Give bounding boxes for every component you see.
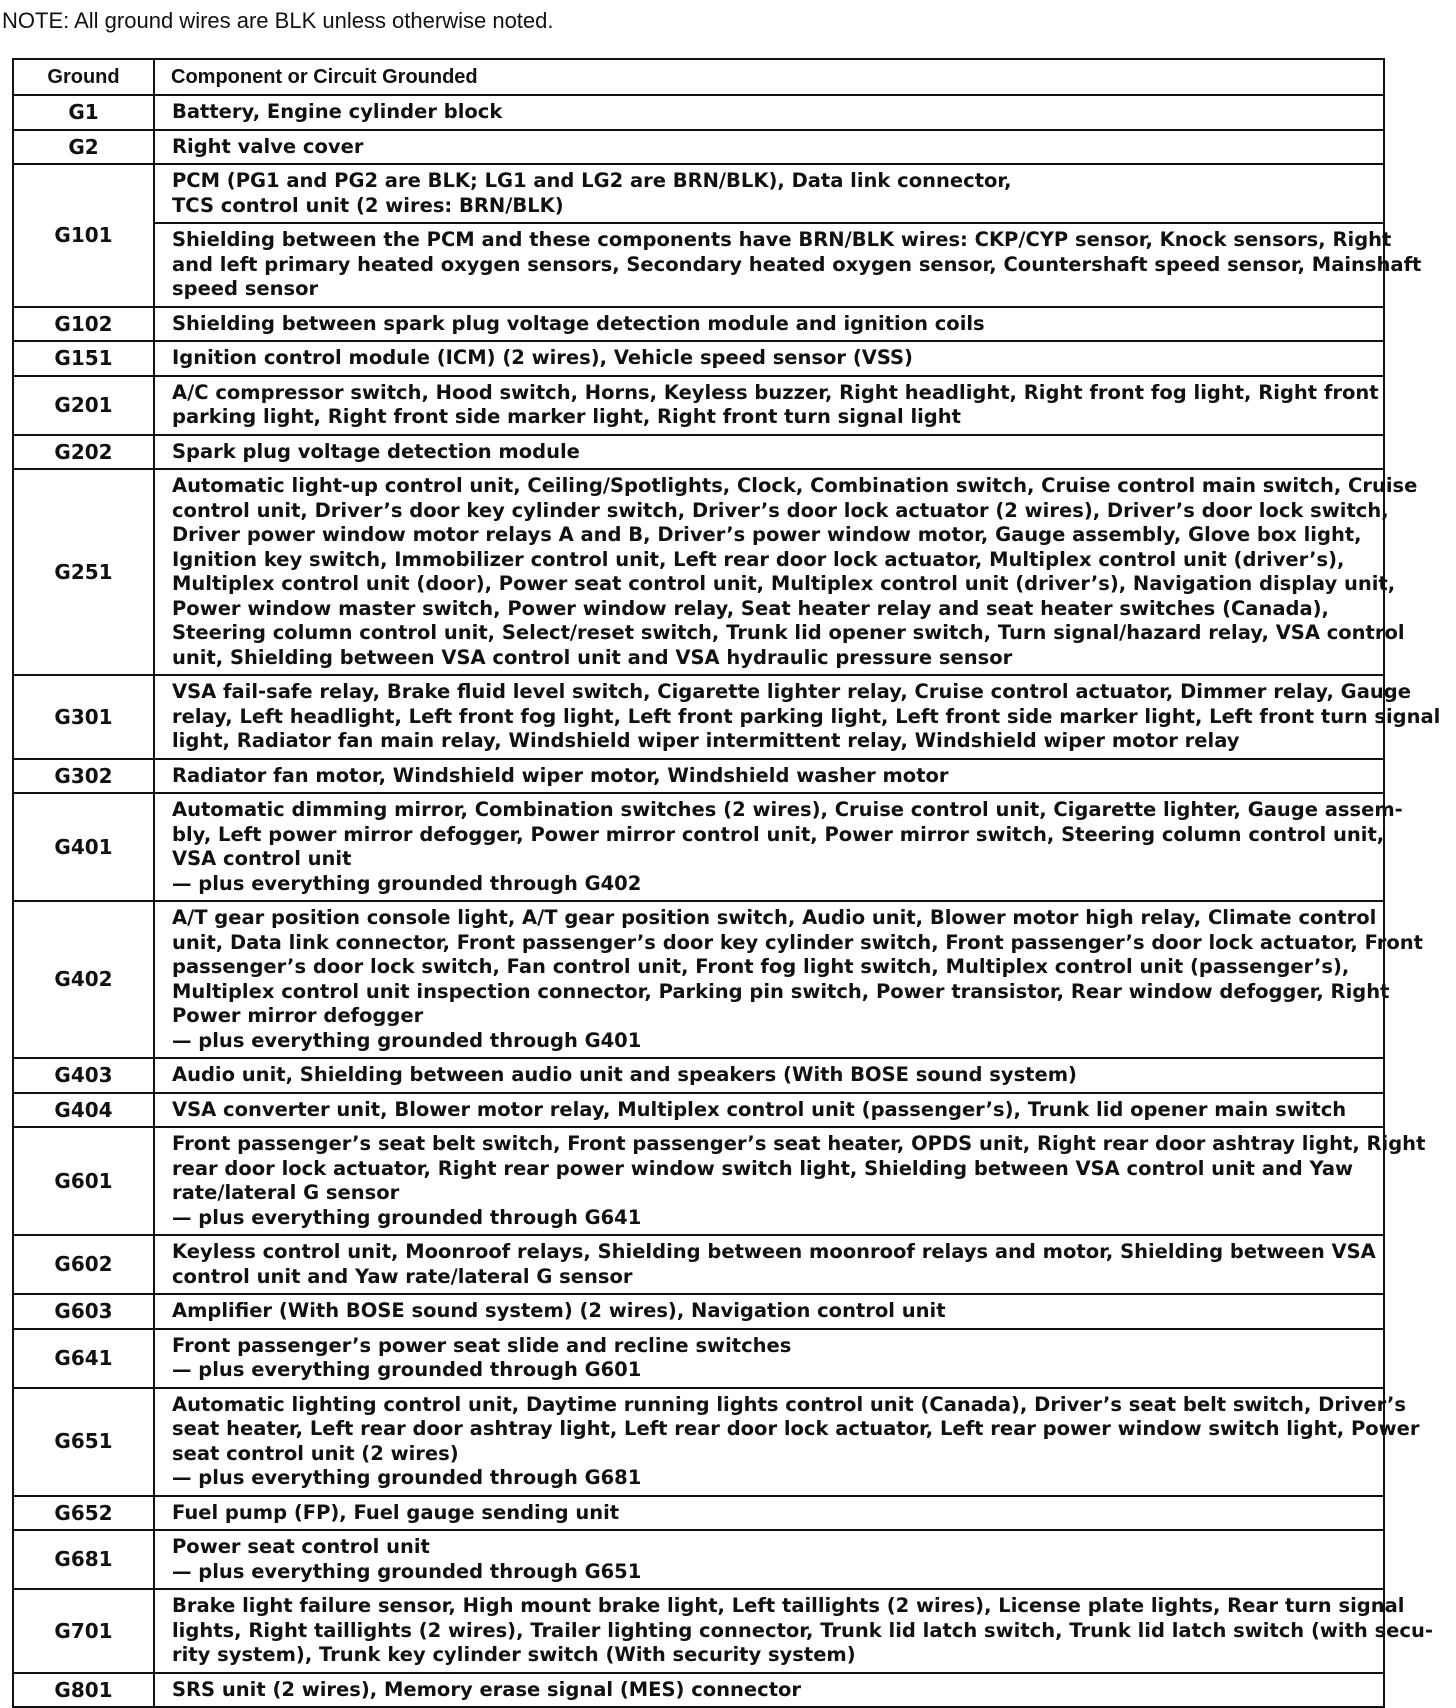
header-component: Component or Circuit Grounded — [154, 59, 1384, 95]
header-ground: Ground — [13, 59, 154, 95]
component-cell — [154, 1589, 1433, 1673]
text-line: Automatic lighting control unit, Daytime running lights control unit (Canada), Driver’s seat belt switch, Driver’s — [172, 1392, 1407, 1416]
ground-id-cell: G302 — [13, 759, 154, 794]
text-line: rate/lateral G sensor — [172, 1181, 400, 1204]
text-line: VSA control unit — [172, 847, 352, 870]
component-cell — [154, 1235, 1384, 1294]
component-cell — [154, 1058, 1384, 1093]
text-line: Ignition control module (ICM) (2 wires), Vehicle speed sensor (VSS) — [172, 346, 913, 369]
text-line: Shielding between spark plug voltage detection module and ignition coils — [172, 311, 985, 335]
text-line: — plus everything grounded through G401 — [172, 1028, 642, 1052]
text-line: Power window master switch, Power window relay, Seat heater relay and seat heater switches (Canada), — [172, 596, 1329, 620]
text-line: unit, Shielding between VSA control unit and VSA hydraulic pressure sensor — [172, 645, 1013, 669]
table-row — [13, 130, 1384, 165]
text-line: rear door lock actuator, Right rear power window switch light, Shielding between VSA control unit and Yaw — [172, 1156, 1354, 1180]
component-cell — [154, 223, 1422, 307]
ground-id-cell: G1 — [13, 95, 154, 130]
component-cell — [154, 675, 1441, 759]
component-cell — [154, 95, 1384, 130]
table-row — [13, 1589, 1384, 1673]
ground-id-cell: G251 — [13, 469, 154, 675]
text-line: Shielding between the PCM and these components have BRN/BLK wires: CKP/CYP sensor, Knock sensors, Right — [172, 228, 1392, 251]
table-row — [13, 1294, 1384, 1329]
component-cell — [154, 469, 1418, 675]
text-line: Amplifier (With BOSE sound system) (2 wires), Navigation control unit — [172, 1299, 946, 1322]
text-line: Right valve cover — [172, 134, 364, 158]
component-cell — [154, 1388, 1420, 1496]
text-line: VSA fail-safe relay, Brake fluid level switch, Cigarette lighter relay, Cruise control actuator, Dimmer relay, Gauge — [172, 680, 1411, 703]
table-row — [13, 376, 1384, 435]
text-line: SRS unit (2 wires), Memory erase signal (MES) connector — [172, 1677, 802, 1701]
component-cell — [154, 1093, 1384, 1128]
table-row — [13, 901, 1384, 1058]
component-cell — [154, 341, 1384, 376]
text-line: — plus everything grounded through G681 — [172, 1466, 642, 1489]
text-line: rity system), Trunk key cylinder switch (With security system) — [172, 1643, 856, 1666]
component-cell — [154, 435, 1384, 470]
text-line: A/C compressor switch, Hood switch, Horns, Keyless buzzer, Right headlight, Right front fog light, Right front — [172, 380, 1379, 404]
component-cell — [154, 1329, 1384, 1388]
table-row — [13, 1235, 1384, 1294]
table-row — [13, 1329, 1384, 1388]
component-cell — [154, 1127, 1426, 1235]
table-row — [13, 1496, 1384, 1531]
text-line: seat control unit (2 wires) — [172, 1441, 459, 1465]
ground-table — [12, 58, 1441, 1708]
text-line: Battery, Engine cylinder block — [172, 100, 503, 123]
text-line: — plus everything grounded through G402 — [172, 871, 642, 895]
text-line: PCM (PG1 and PG2 are BLK; LG1 and LG2 are BRN/BLK), Data link connector, — [172, 169, 1012, 192]
component-cell — [154, 307, 1384, 342]
ground-id-cell: G2 — [13, 130, 154, 165]
text-line: Keyless control unit, Moonroof relays, Shielding between moonroof relays and motor, Shielding between VSA — [172, 1240, 1376, 1263]
ground-id-cell: G602 — [13, 1235, 154, 1294]
ground-id-cell: G151 — [13, 341, 154, 376]
component-cell — [154, 376, 1384, 435]
ground-id-cell: G402 — [13, 901, 154, 1058]
table-body — [13, 95, 1441, 1707]
ground-id-cell: G641 — [13, 1329, 154, 1388]
text-line: seat heater, Left rear door ashtray light, Left rear door lock actuator, Left rear power window switch light, Power — [172, 1417, 1420, 1440]
component-cell — [154, 901, 1423, 1058]
text-line: unit, Data link connector, Front passenger’s door key cylinder switch, Front passenger’s door lock actuator, Front — [172, 930, 1423, 954]
note-text: NOTE: All ground wires are BLK unless otherwise noted. — [2, 8, 554, 33]
text-line: Front passenger’s seat belt switch, Front passenger’s seat heater, OPDS unit, Right rear door ashtray light, Right — [172, 1132, 1426, 1155]
table-row — [13, 223, 1384, 307]
text-line: Multiplex control unit (door), Power seat control unit, Multiplex control unit (driver’s), Navigation display unit, — [172, 572, 1396, 595]
table-row — [13, 1530, 1384, 1589]
ground-id-cell: G801 — [13, 1673, 154, 1708]
ground-id-cell: G201 — [13, 376, 154, 435]
component-cell — [154, 130, 1384, 165]
ground-id-cell: G651 — [13, 1388, 154, 1496]
ground-id-cell: G101 — [13, 164, 154, 307]
ground-id-cell: G301 — [13, 675, 154, 759]
ground-id-cell: G701 — [13, 1589, 154, 1673]
ground-id-cell: G403 — [13, 1058, 154, 1093]
text-line: Audio unit, Shielding between audio unit and speakers (With BOSE sound system) — [172, 1063, 1077, 1086]
component-cell — [154, 1294, 1384, 1329]
table-row — [13, 793, 1384, 901]
text-line: Power mirror defogger — [172, 1004, 424, 1027]
table-row — [13, 1388, 1384, 1496]
text-line: Brake light failure sensor, High mount brake light, Left taillights (2 wires), License plate lights, Rear turn signal — [172, 1594, 1405, 1617]
ground-id-cell: G681 — [13, 1530, 154, 1589]
component-cell — [154, 1530, 1384, 1589]
table-row — [13, 759, 1384, 794]
ground-id-cell: G401 — [13, 793, 154, 901]
text-line: bly, Left power mirror defogger, Power mirror control unit, Power mirror switch, Steering column control unit, — [172, 822, 1385, 846]
text-line: Steering column control unit, Select/reset switch, Trunk lid opener switch, Turn signal/hazard relay, VSA control — [172, 621, 1405, 644]
component-cell — [154, 759, 1384, 794]
text-line: A/T gear position console light, A/T gear position switch, Audio unit, Blower motor high relay, Climate control — [172, 906, 1377, 929]
ground-id-cell: G404 — [13, 1093, 154, 1128]
text-line: Ignition key switch, Immobilizer control unit, Left rear door lock actuator, Multiplex control unit (driver’s), — [172, 547, 1345, 571]
text-line: — plus everything grounded through G601 — [172, 1358, 642, 1381]
text-line: speed sensor — [172, 277, 319, 300]
text-line: control unit and Yaw rate/lateral G sensor — [172, 1264, 633, 1288]
table-row — [13, 1127, 1384, 1235]
ground-id-cell: G601 — [13, 1127, 154, 1235]
text-line: — plus everything grounded through G651 — [172, 1559, 642, 1583]
text-line: Automatic dimming mirror, Combination switches (2 wires), Cruise control unit, Cigarette lighter, Gauge assem- — [172, 798, 1403, 821]
text-line: lights, Right taillights (2 wires), Trailer lighting connector, Trunk lid latch switch, Trunk lid latch switch (with secu- — [172, 1618, 1433, 1642]
table-row — [13, 164, 1384, 223]
table-row — [13, 469, 1384, 675]
table-row — [13, 307, 1384, 342]
text-line: light, Radiator fan main relay, Windshield wiper intermittent relay, Windshield wiper motor relay — [172, 729, 1240, 752]
table-row — [13, 1058, 1384, 1093]
text-line: and left primary heated oxygen sensors, Secondary heated oxygen sensor, Countershaft speed sensor, Mainshaft — [172, 252, 1422, 276]
table-row — [13, 1093, 1384, 1128]
text-line: Power seat control unit — [172, 1535, 430, 1558]
text-line: Automatic light-up control unit, Ceiling/Spotlights, Clock, Combination switch, Cruise control main switch, Cruise — [172, 474, 1418, 497]
text-line: relay, Left headlight, Left front fog light, Left front parking light, Left front side marker light, Left front turn signal — [172, 704, 1441, 728]
component-cell — [154, 164, 1384, 223]
text-line: VSA converter unit, Blower motor relay, Multiplex control unit (passenger’s), Trunk lid opener main switch — [172, 1097, 1347, 1121]
ground-id-cell: G202 — [13, 435, 154, 470]
component-cell — [154, 1673, 1384, 1708]
table-row — [13, 95, 1384, 130]
text-line: Front passenger’s power seat slide and recline switches — [172, 1333, 792, 1357]
table-header-row — [13, 59, 1384, 95]
text-line: passenger’s door lock switch, Fan control unit, Front fog light switch, Multiplex control unit (passenger’s), — [172, 955, 1350, 978]
ground-id-cell: G102 — [13, 307, 154, 342]
text-line: — plus everything grounded through G641 — [172, 1205, 642, 1229]
table-row — [13, 675, 1384, 759]
component-cell — [154, 1496, 1384, 1531]
text-line: Radiator fan motor, Windshield wiper motor, Windshield washer motor — [172, 763, 949, 787]
text-line: Fuel pump (FP), Fuel gauge sending unit — [172, 1500, 620, 1524]
text-line: Multiplex control unit inspection connector, Parking pin switch, Power transistor, Rear window defogger, Right — [172, 979, 1390, 1003]
table-row — [13, 341, 1384, 376]
text-line: Spark plug voltage detection module — [172, 439, 580, 463]
ground-id-cell: G603 — [13, 1294, 154, 1329]
text-line: Driver power window motor relays A and B, Driver’s power window motor, Gauge assembly, Glove box light, — [172, 523, 1362, 546]
text-line: TCS control unit (2 wires: BRN/BLK) — [172, 193, 564, 217]
text-line: parking light, Right front side marker light, Right front turn signal light — [172, 405, 961, 428]
text-line: control unit, Driver’s door key cylinder switch, Driver’s door lock actuator (2 wires), Driver’s door lock switch, — [172, 498, 1389, 522]
component-cell — [154, 793, 1403, 901]
table-row — [13, 435, 1384, 470]
ground-id-cell: G652 — [13, 1496, 154, 1531]
table-row — [13, 1673, 1384, 1708]
